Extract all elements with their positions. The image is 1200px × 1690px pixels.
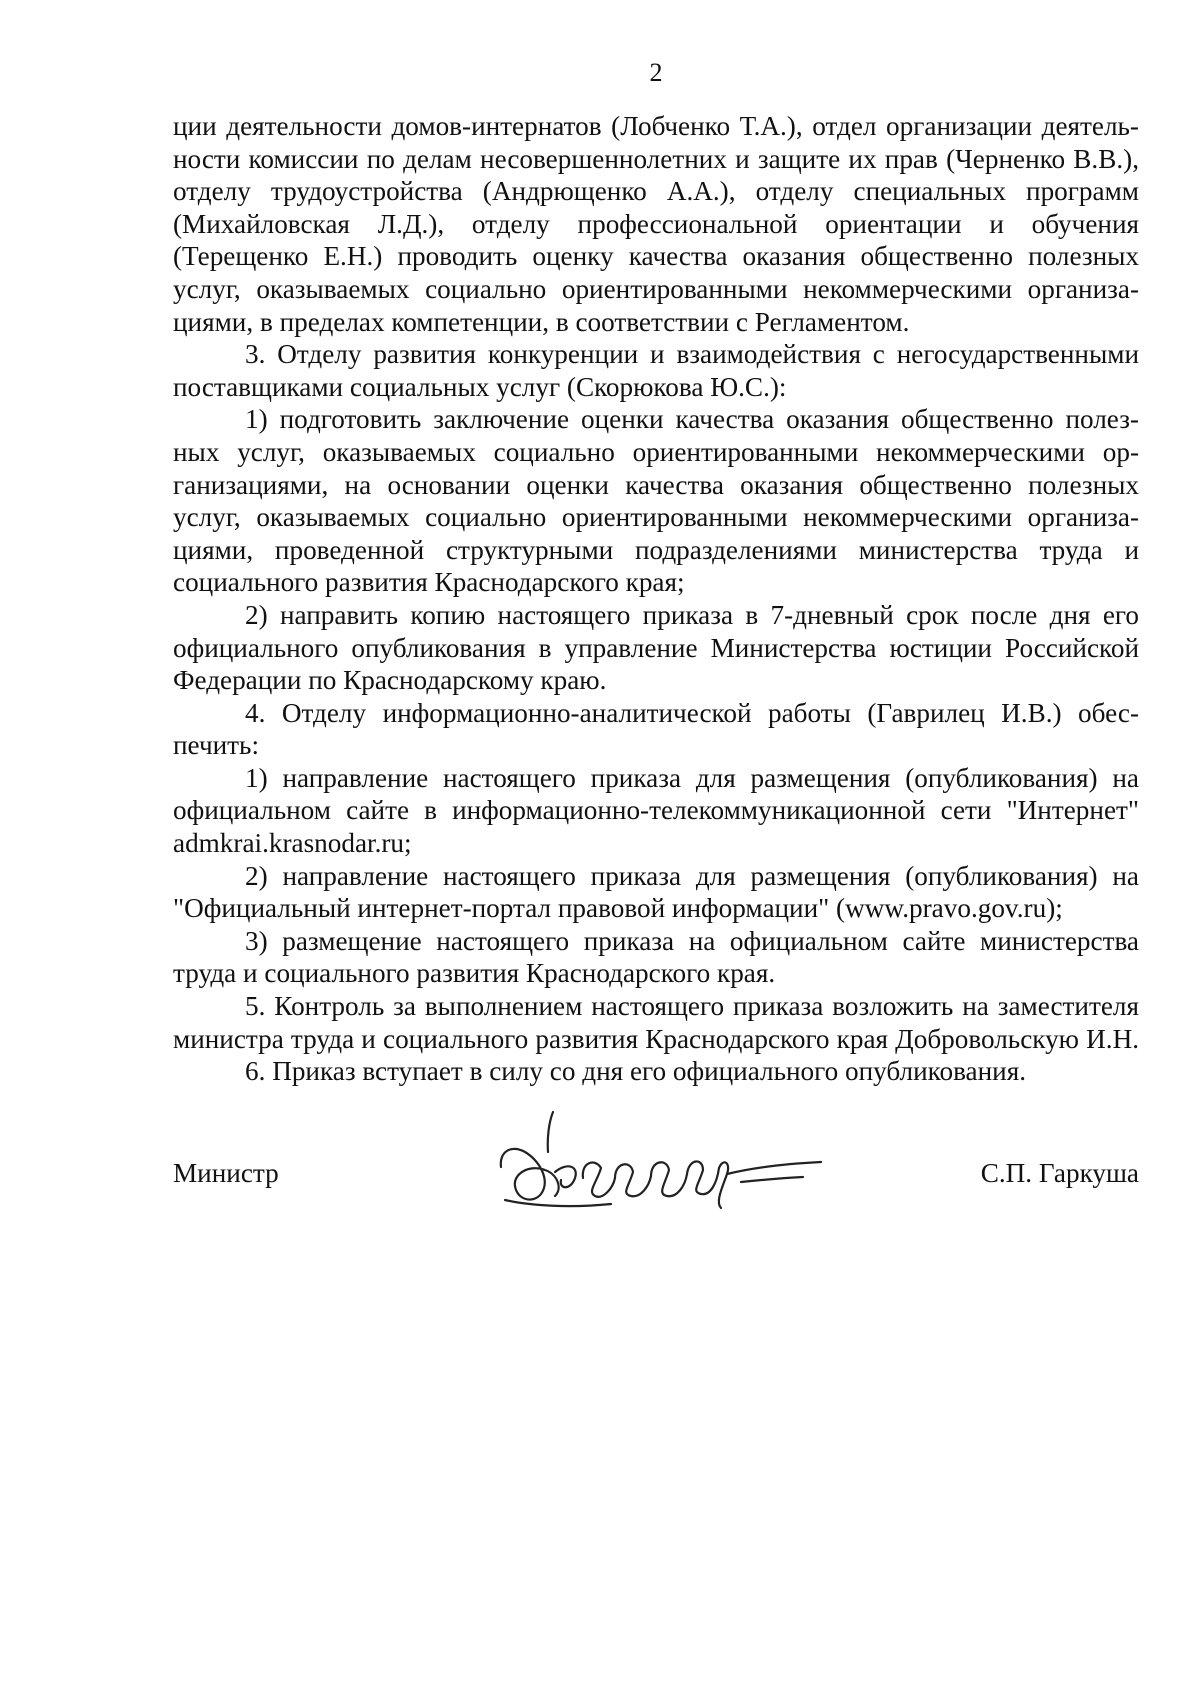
document-body [173, 110, 1139, 1088]
item-3-2-line: 2) направить копию настоящего приказа в 7-дневный срок после дня его [245, 599, 1139, 630]
page-number: 2 [649, 58, 663, 87]
text-line: поставщиками социальных услуг (Скорюкова Ю.С.): [173, 371, 787, 402]
text-line: ных услуг, оказываемых социально ориентированными некоммерческими ор- [173, 436, 1139, 467]
text-line: министра труда и социального развития Краснодарского края Добровольскую И.Н. [173, 1023, 1139, 1054]
paragraph-5-line: 5. Контроль за выполнением настоящего приказа возложить на заместителя [245, 991, 1139, 1022]
item-4-3-line: 3) размещение настоящего приказа на официальном сайте министерства [245, 925, 1139, 956]
item-4-1-line: 1) направление настоящего приказа для размещения (опубликования) на [245, 762, 1139, 793]
paragraph-4-line: 4. Отделу информационно-аналитической работы (Гаврилец И.В.) обес- [245, 697, 1139, 728]
text-line: отделу трудоустройства (Андрющенко А.А.), отделу специальных программ [173, 176, 1139, 207]
text-line: ности комиссии по делам несовершеннолетних и защите их прав (Черненко В.В.), [173, 143, 1139, 174]
text-line: ганизациями, на основании оценки качества оказания общественно полезных [173, 469, 1139, 500]
paragraph-3-line: 3. Отделу развития конкуренции и взаимодействия с негосударственными [245, 339, 1139, 370]
text-line: услуг, оказываемых социально ориентированными некоммерческими организа- [173, 502, 1139, 533]
item-3-1-line: 1) подготовить заключение оценки качества оказания общественно полез- [245, 404, 1139, 435]
text-line: (Михайловская Л.Д.), отделу профессиональной ориентации и обучения [173, 208, 1139, 239]
text-line: Федерации по Краснодарскому краю. [173, 665, 607, 696]
text-line: труда и социального развития Краснодарского края. [173, 958, 776, 989]
text-line: ции деятельности домов-интернатов (Лобченко Т.А.), отдел организации деятель- [173, 111, 1139, 141]
handwritten-signature [491, 1082, 851, 1232]
text-line: admkrai.krasnodar.ru; [173, 828, 412, 859]
text-line: социального развития Краснодарского края; [173, 567, 685, 598]
paragraph-6-line: 6. Приказ вступает в силу со дня его официального опубликования. [245, 1056, 1027, 1087]
text-line: услуг, оказываемых социально ориентированными некоммерческими организа- [173, 273, 1139, 304]
text-line: "Официальный интернет-портал правовой информации" (www.pravo.gov.ru); [173, 893, 1063, 924]
text-line: циями, в пределах компетенции, в соответствии с Регламентом. [173, 306, 910, 337]
signature-block [173, 1130, 1139, 1250]
signatory-name: С.П. Гаркуша [980, 1158, 1139, 1188]
item-4-2-line: 2) направление настоящего приказа для размещения (опубликования) на [245, 860, 1139, 891]
text-line: печить: [173, 730, 259, 761]
text-line: (Терещенко Е.Н.) проводить оценку качества оказания общественно полезных [173, 241, 1139, 272]
text-line: официального опубликования в управление Министерства юстиции Российской [173, 632, 1139, 663]
signatory-title: Министр [173, 1158, 279, 1188]
text-line: официальном сайте в информационно-телекоммуникационной сети "Интернет" [173, 795, 1139, 826]
text-line: циями, проведенной структурными подразделениями министерства труда и [173, 534, 1139, 565]
